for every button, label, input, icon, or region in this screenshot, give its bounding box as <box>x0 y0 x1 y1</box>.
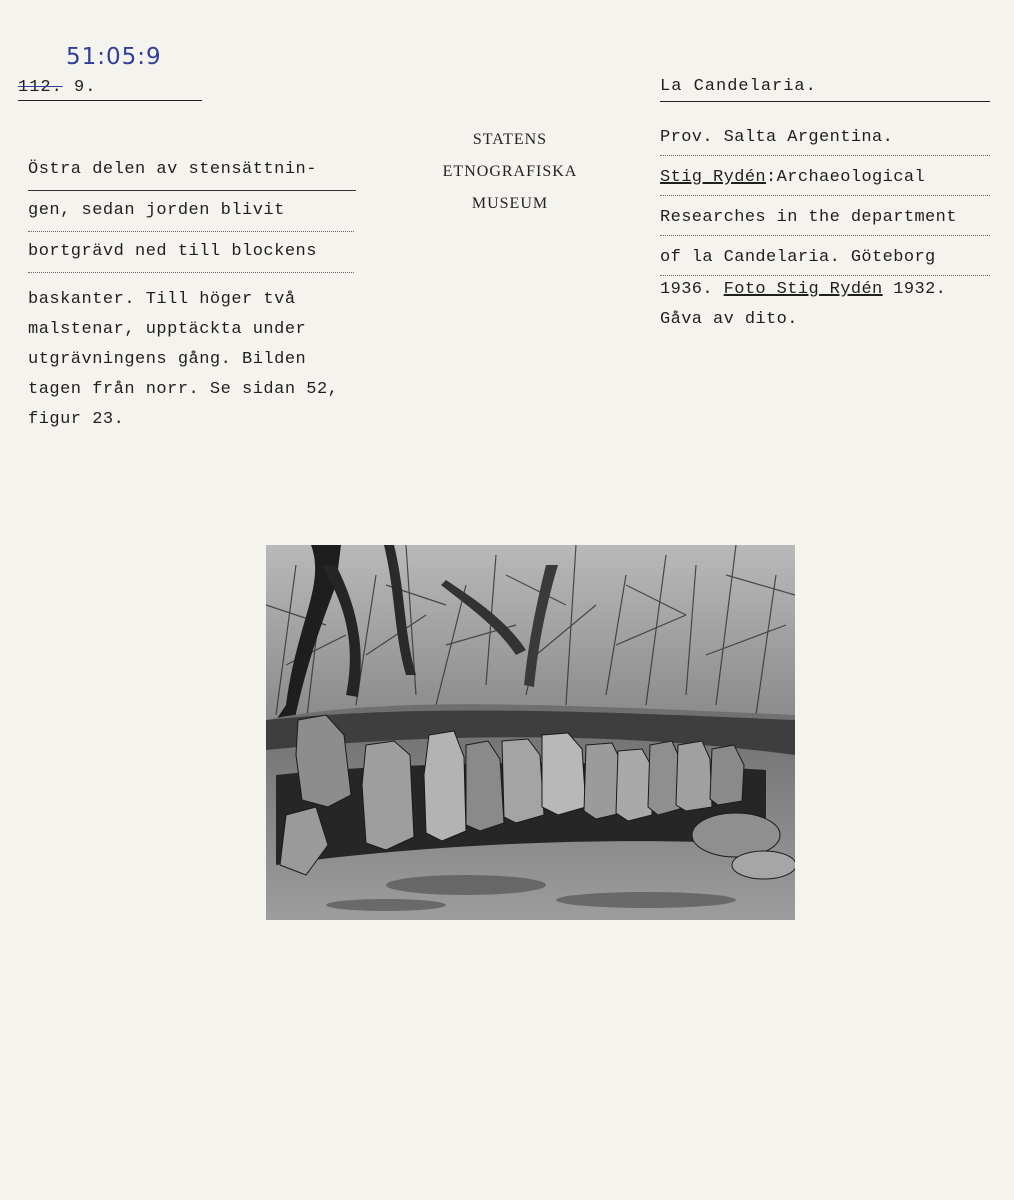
description <box>28 150 408 435</box>
archaeological-photo <box>266 545 795 920</box>
description-line: gen, sedan jorden blivit <box>28 191 354 232</box>
handwritten-catalog-number: 51:05:9 <box>66 44 162 70</box>
museum-line-2: ETNOGRAFISKA <box>442 163 578 180</box>
struck-number: 112. <box>18 78 63 97</box>
author-name: Stig Rydén <box>660 168 767 187</box>
museum-name <box>420 124 600 220</box>
description-line: utgrävningens gång. Bilden <box>28 350 307 369</box>
source-line: of la Candelaria. Göteborg <box>660 236 990 276</box>
source-line: Gåva av dito. <box>660 310 798 329</box>
description-line: bortgrävd ned till blockens <box>28 232 354 273</box>
description-line: tagen från norr. Se sidan 52, <box>28 380 339 399</box>
description-line: figur 23. <box>28 410 125 429</box>
description-line: Östra delen av stensättnin- <box>28 150 356 191</box>
source-line: Stig Rydén:Archaeological <box>660 156 990 196</box>
photo-credit: Foto Stig Rydén <box>723 280 883 299</box>
place-name: La Candelaria. <box>660 77 990 102</box>
description-line: malstenar, upptäckta under <box>28 320 307 339</box>
stone-setting-photo <box>266 545 795 920</box>
catalog-number <box>18 78 202 101</box>
museum-line-3: MUSEUM <box>471 195 549 212</box>
description-line: baskanter. Till höger två <box>28 290 296 309</box>
source-line: Prov. Salta Argentina. <box>660 116 990 156</box>
catalog-number-suffix: 9. <box>62 78 97 97</box>
museum-line-1: STATENS <box>472 131 548 148</box>
source-line: Researches in the department <box>660 196 990 236</box>
source-reference <box>660 116 1014 336</box>
source-line: 1936. Foto Stig Rydén 1932. <box>660 280 947 299</box>
